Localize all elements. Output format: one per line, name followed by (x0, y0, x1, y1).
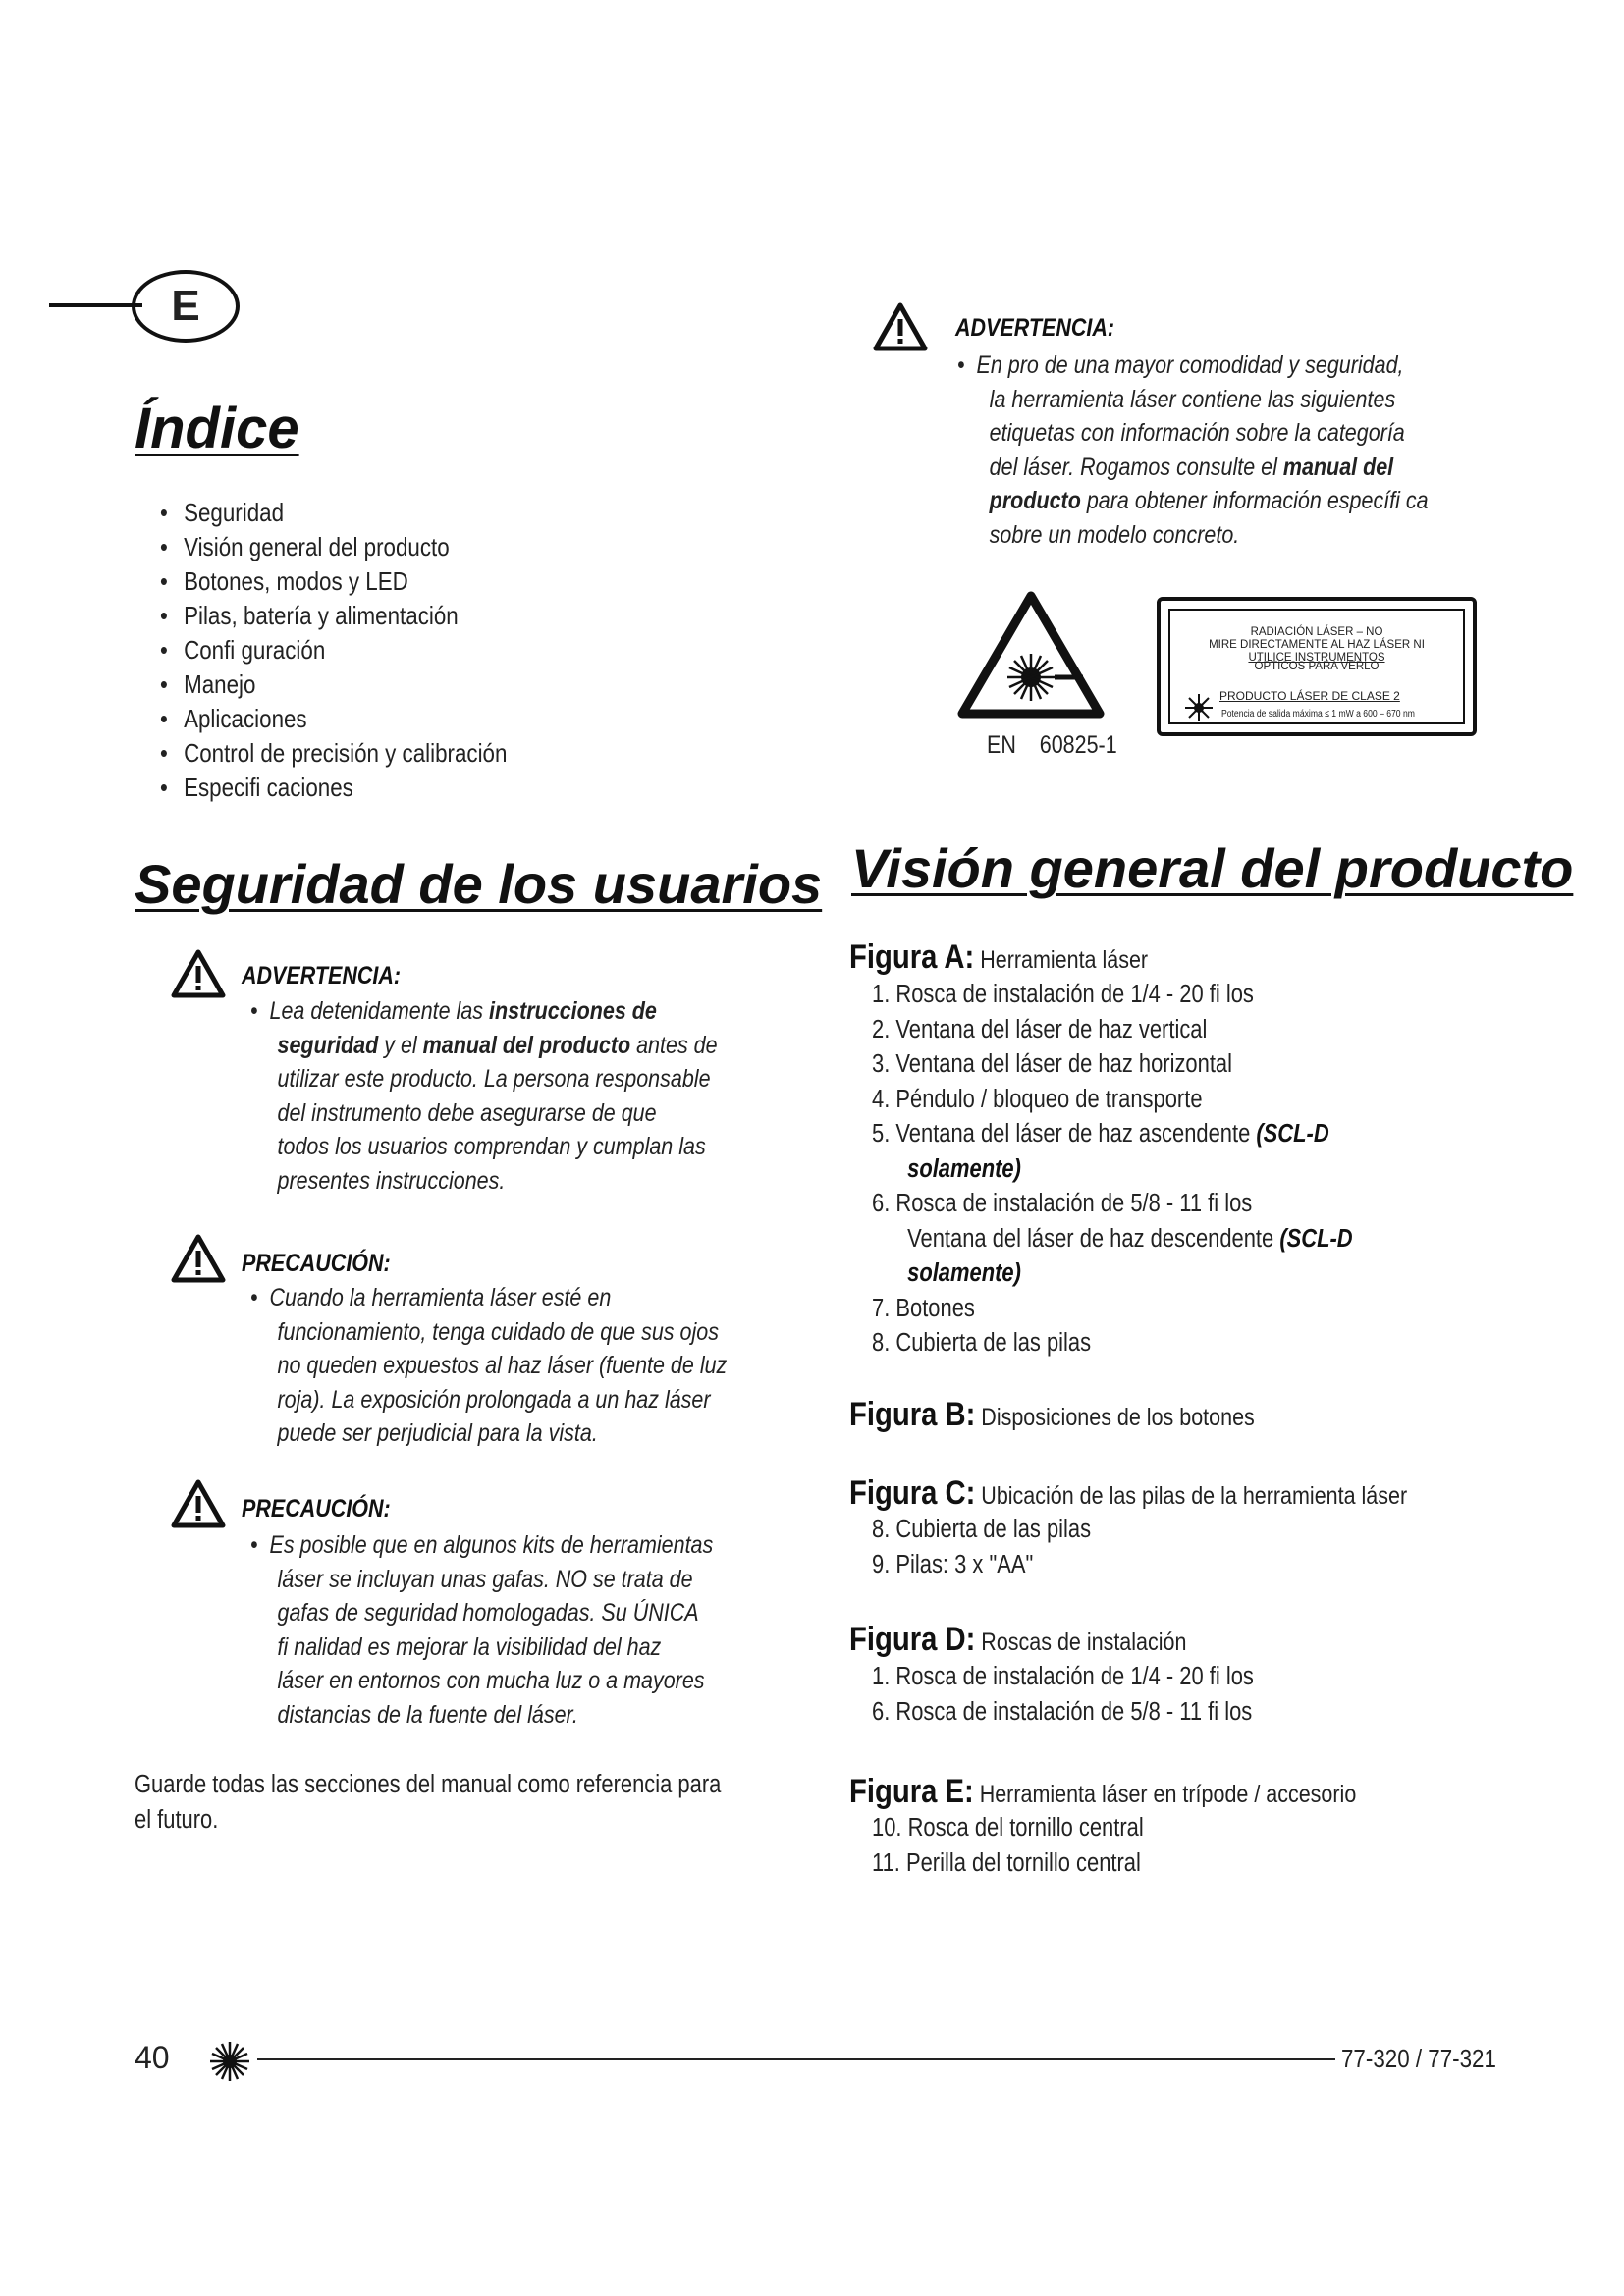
label-class: PRODUCTO LÁSER DE CLASE 2 (1219, 689, 1400, 703)
list-item: 6. Rosca de instalación de 5/8 - 11 fi los (872, 1190, 1253, 1217)
laser-starburst-icon (208, 2040, 251, 2083)
laser-hazard-icon (957, 591, 1105, 719)
figure-b-heading: Figura B: Disposiciones de los botones (849, 1396, 1255, 1433)
list-item: 1. Rosca de instalación de 1/4 - 20 fi los (872, 981, 1254, 1008)
safety-section-title: Seguridad de los usuarios (135, 853, 823, 915)
model-number: 77-320 / 77-321 (1341, 2044, 1496, 2073)
footer-rule (257, 2058, 1335, 2060)
list-item: • Aplicaciones (160, 704, 307, 733)
laser-starburst-icon (1184, 693, 1214, 722)
warning-heading: ADVERTENCIA: (242, 962, 402, 989)
list-item: 4. Péndulo / bloqueo de transporte (872, 1085, 1203, 1113)
language-marker-line (49, 303, 142, 307)
bullet: • (957, 351, 977, 379)
warning-text: • Lea detenidamente las instrucciones de seguridad y el manual del producto antes de utilizar este producto. La persona responsable del instrumento debe asegurarse de que todos los usuarios comprendan y cumplan las presentes instrucciones. (250, 997, 718, 1195)
list-item: 11. Perilla del tornillo central (872, 1848, 1141, 1877)
list-item: 6. Rosca de instalación de 5/8 - 11 fi los (872, 1697, 1253, 1726)
keep-manual-note: Guarde todas las secciones del manual como referencia para el futuro. (135, 1771, 722, 1834)
warning-triangle-icon (873, 302, 928, 351)
list-item: • Especifi caciones (160, 773, 353, 802)
index-title: Índice (135, 397, 299, 460)
language-marker: E (132, 270, 240, 343)
label-text: RADIACIÓN LÁSER – NO MIRE DIRECTAMENTE AL HAZ LÁSER NI UTILICE INSTRUMENTOS ÓPTICOS PARA VERLO (1209, 626, 1425, 672)
caution-heading: PRECAUCIÓN: (242, 1495, 391, 1522)
list-item: 10. Rosca del tornillo central (872, 1814, 1144, 1842)
list-item: 3. Ventana del láser de haz horizontal (872, 1050, 1232, 1078)
figure-e-items (872, 1811, 1144, 1881)
warning-text: • En pro de una mayor comodidad y seguridad, la herramienta láser contiene las siguientes etiquetas con información sobre la categoría del láser. Rogamos consulte el manual del producto para obtener información específi ca sobre un modelo concreto. (957, 351, 1429, 549)
index-list (160, 496, 507, 805)
list-item: 8. Cubierta de las pilas (872, 1516, 1092, 1543)
figure-e-heading: Figura E: Herramienta láser en trípode / accesorio (849, 1773, 1357, 1810)
warning-triangle-icon (171, 1234, 226, 1283)
standard-reference: EN 60825-1 (987, 731, 1117, 759)
list-item: • Control de precisión y calibración (160, 738, 508, 768)
figure-d-heading: Figura D: Roscas de instalación (849, 1621, 1187, 1658)
warning-triangle-icon (171, 949, 226, 998)
figure-d-items (872, 1660, 1254, 1730)
list-item: • Seguridad (160, 498, 285, 527)
caution-heading: PRECAUCIÓN: (242, 1250, 391, 1277)
figure-a-heading: Figura A: Herramienta láser (849, 938, 1149, 976)
warning-triangle-icon (171, 1479, 226, 1528)
list-item: • Confi guración (160, 635, 326, 665)
bullet: • (250, 997, 270, 1025)
figure-a-items (872, 978, 1353, 1362)
page-number: 40 (135, 2040, 170, 2075)
label-power: Potencia de salida máxima ≤ 1 mW a 600 – 670 nm (1221, 709, 1415, 720)
bullet: • (250, 1531, 270, 1559)
list-item: • Manejo (160, 669, 256, 699)
list-item: • Botones, modos y LED (160, 566, 408, 596)
caution-text: • Es posible que en algunos kits de herramientas láser se incluyan unas gafas. NO se trata de gafas de seguridad homologadas. Su ÚNICA fi nalidad es mejorar la visibilidad del haz láser en entornos con mucha luz o a mayores distancias de la fuente del láser. (250, 1531, 714, 1729)
overview-section-title: Visión general del producto (851, 837, 1574, 899)
list-item: 1. Rosca de instalación de 1/4 - 20 fi los (872, 1663, 1254, 1690)
list-item-continuation: solamente) (907, 1154, 1021, 1183)
warning-heading: ADVERTENCIA: (955, 314, 1115, 342)
list-item: 2. Ventana del láser de haz vertical (872, 1015, 1208, 1043)
list-item: 9. Pilas: 3 x "AA" (872, 1550, 1034, 1578)
figure-c-heading: Figura C: Ubicación de las pilas de la herramienta láser (849, 1474, 1408, 1512)
list-item: • Visión general del producto (160, 532, 450, 561)
bullet: • (250, 1284, 270, 1311)
figure-c-items (872, 1513, 1091, 1582)
list-item: • Pilas, batería y alimentación (160, 601, 459, 630)
list-item: 7. Botones (872, 1294, 975, 1322)
list-item-continuation: solamente) (907, 1259, 1021, 1287)
list-item: 8. Cubierta de las pilas (872, 1329, 1092, 1357)
laser-warning-label (1157, 597, 1477, 736)
list-item-continuation: Ventana del láser de haz descendente (SCL-D (907, 1224, 1353, 1253)
caution-text: • Cuando la herramienta láser esté en funcionamiento, tenga cuidado de que sus ojos no queden expuestos al haz láser (fuente de luz roja). La exposición prolongada a un haz láser puede ser perjudicial para la vista. (250, 1284, 728, 1447)
list-item: 5. Ventana del láser de haz ascendente (SCL-D (872, 1120, 1329, 1148)
